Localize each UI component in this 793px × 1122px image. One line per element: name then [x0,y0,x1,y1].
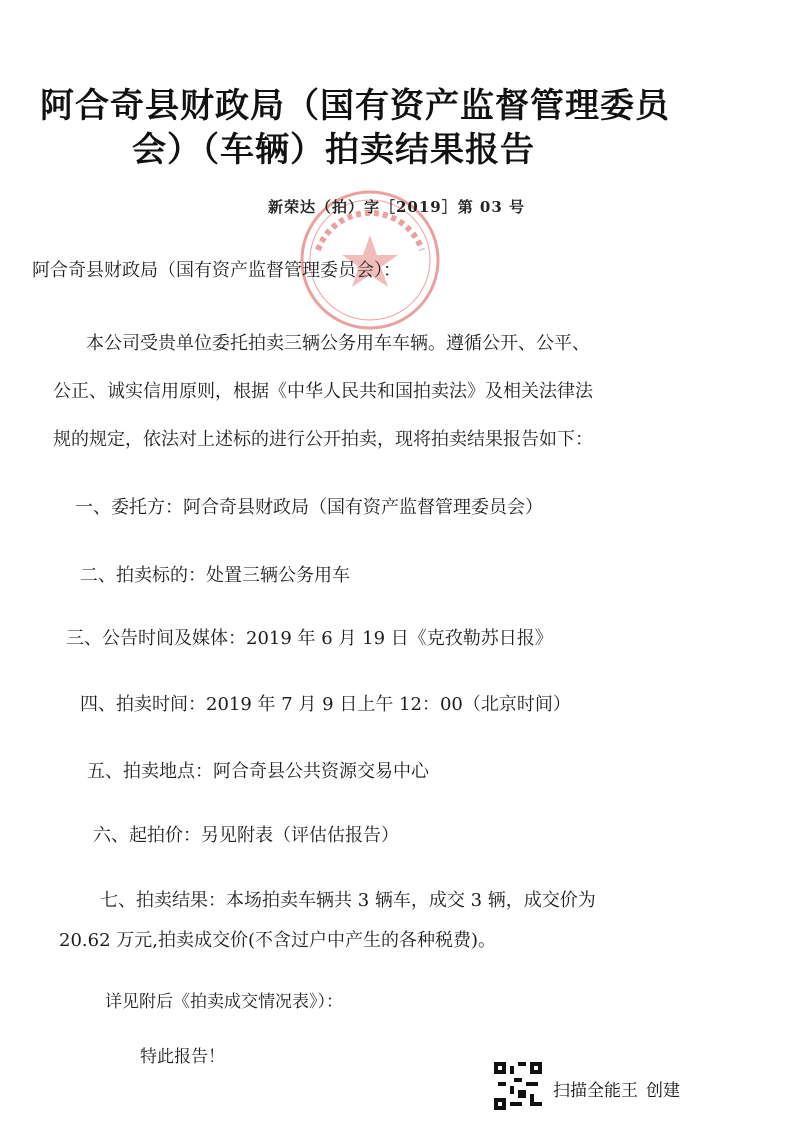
intro-line-2: 公正、诚实信用原则，根据《中华人民共和国拍卖法》及相关法律法 [53,381,593,402]
item-starting-price: 六、起拍价：另见附表（评估估报告） [93,825,399,846]
intro-line-1: 本公司受贵单位委托拍卖三辆公务用车车辆。遵循公开、公平、 [86,333,590,354]
scanner-action: 创建 [646,1081,680,1101]
document-number: 新荣达（拍）字［2019］第 03 号 [267,198,526,216]
item-announcement: 三、公告时间及媒体：2019 年 6 月 19 日《克孜勒苏日报》 [66,628,553,649]
detail-note: 详见附后《拍卖成交情况表》）： [105,992,343,1012]
item-client: 一、委托方：阿合奇县财政局（国有资产监督管理委员会） [75,497,543,518]
report-title-line-1: 阿合奇县财政局（国有资产监督管理委员 [40,86,670,126]
scanner-app-name: 扫描全能王 [553,1081,638,1101]
item-auction-time: 四、拍卖时间：2019 年 7 月 9 日上午 12：00（北京时间） [80,694,571,715]
qr-code-icon[interactable] [494,1062,542,1110]
addressee: 阿合奇县财政局（国有资产监督管理委员会）： [32,260,401,281]
item-result-line-2: 20.62 万元,拍卖成交价(不含过户中产生的各种税费)。 [59,930,497,951]
closing-text: 特此报告！ [140,1047,225,1067]
scanner-watermark [553,1076,680,1101]
item-result-line-1: 七、拍卖结果：本场拍卖车辆共 3 辆车，成交 3 辆，成交价为 [100,890,596,911]
report-title-line-2: 会）（车辆）拍卖结果报告 [132,130,535,170]
intro-line-3: 规的规定，依法对上述标的进行公开拍卖，现将拍卖结果报告如下： [53,429,593,450]
item-subject: 二、拍卖标的：处置三辆公务用车 [80,565,350,586]
item-auction-place: 五、拍卖地点：阿合奇县公共资源交易中心 [87,761,429,782]
